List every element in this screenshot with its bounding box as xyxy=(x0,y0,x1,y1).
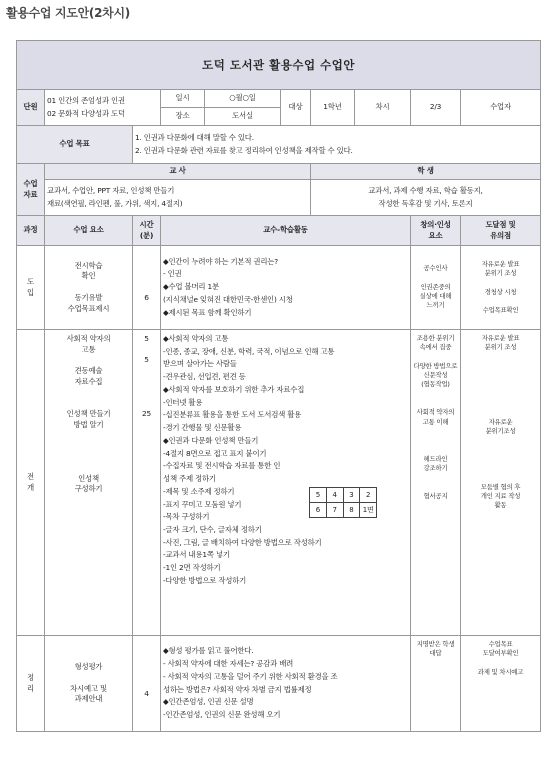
page-cell: 2 xyxy=(360,488,377,503)
target-label: 대상 xyxy=(281,90,311,126)
stage-elements: 사회적 약자의 고통 견동예술 자료수집 인성책 만들기 방법 알기 인성책 구성하기 xyxy=(45,330,133,636)
stage-time: 5 5 25 xyxy=(133,330,161,636)
materials-teacher-header: 교 사 xyxy=(45,164,311,180)
document-heading: 활용수업 지도안(2차시) xyxy=(6,6,130,20)
stage-time: 4 xyxy=(133,636,161,732)
column-activity: 교수-학습활동 xyxy=(161,216,411,246)
lesson-plan-table xyxy=(16,40,541,732)
page-cell: 8 xyxy=(343,503,360,518)
teacher-label: 수업자 xyxy=(461,90,541,126)
session-label: 차시 xyxy=(355,90,411,126)
stage-activities: ◆인간이 누려야 하는 기본적 권리는? - 인권 ◆수업 볼머리 1분 (지식채널e 잊혀진 대한민국-한센인) 시청 ◆제시된 목표 함께 확인하기 xyxy=(161,246,411,330)
page-cell: 3 xyxy=(343,488,360,503)
materials-label: 수업 자료 xyxy=(17,164,45,216)
session-value: 2/3 xyxy=(411,90,461,126)
stage-character: 조용한 분위기 속에서 집중 다양한 방법으로 신문작성 (협동작업) 사회적 약자의 고통 이해 헤드라인 강조하기 협서공지 xyxy=(411,330,461,636)
stage-row-closing xyxy=(17,636,541,732)
column-time: 시간 (분) xyxy=(133,216,161,246)
plan-title: 도덕 도서관 활용수업 수업안 xyxy=(17,41,541,90)
stage-notes: 자유로운 발표 분위기 조성 자유로운 분위기조성 모둠별 협의 후 개인 지료 작성 활동 xyxy=(461,330,541,636)
target-value: 1학년 xyxy=(311,90,355,126)
column-element: 수업 요소 xyxy=(45,216,133,246)
date-label: 일시 xyxy=(161,90,205,108)
goals-text: 1. 인권과 다문화에 대해 말할 수 있다. 2. 인권과 다문화 관련 자료를 찾고 정리하여 인성책을 제작할 수 있다. xyxy=(133,126,541,164)
stage-elements: 형성평가 차시예고 및 과제안내 xyxy=(45,636,133,732)
unit-text: 01 인간의 존엄성과 인권 02 문화적 다양성과 도덕 xyxy=(45,90,161,126)
page-cell: 5 xyxy=(310,488,327,503)
stage-activities: ◆형성 평가를 읽고 풀어한다. - 사회적 약자에 대한 자세는? 공감과 배려 - 사회적 약자의 고통을 덜어 주기 위한 사회적 환경을 조 성하는 방법은? 사회적 약자 차별 금지 법률제정 ◆인간존엄성, 인권 신문 설명 -인간존엄성, 인권의 신문 완성해 오기 xyxy=(161,636,411,732)
stage-name: 도 입 xyxy=(17,246,45,330)
stage-time: 6 xyxy=(133,246,161,330)
date-value: ○월○일 xyxy=(205,90,281,108)
stage-character: 공수인사 인권존중의 실상에 대해 느끼기 xyxy=(411,246,461,330)
unit-label: 단원 xyxy=(17,90,45,126)
materials-teacher-text: 교과서, 수업안, PPT 자료, 인성책 만들기 재료(색연필, 라인펜, 풀, 가위, 색지, 4절지) xyxy=(45,180,311,216)
page-fold-diagram xyxy=(309,487,377,518)
stage-activities: ◆사회적 약자의 고통 -인종, 종교, 장애, 신분, 학력, 국적, 이념으로 인해 고통 받으며 살아가는 사람들 -견우관심, 선입견, 편견 등 ◆사회적 약자를 보호하기 위한 추가 자료수집 -인터넷 활용 -십진분류표 활용을 통한 도서 도서검색 활용 -경기 간행물 및 신문활용 ◆인권과 다문화 인성책 만들기 -4절지 8면으로 접고 표지 붙이기 -수집자료 및 전시학습 자료를 통한 인 성책 주제 정하기 -제목 및 소주제 정하기 -표지 꾸미고 모둠원 넣기 -목차 구성하기 -글자 크기, 단수, 글자체 정하기 -사진, 그림, 글 배치하여 다양한 방법으로 작성하기 -교과서 내용1쪽 넣기 -1인 2면 작성하기 -다양한 방법으로 작성하기 xyxy=(161,330,411,636)
column-stage: 과정 xyxy=(17,216,45,246)
stage-row-intro xyxy=(17,246,541,330)
stage-row-development xyxy=(17,330,541,636)
goals-label: 수업 목표 xyxy=(17,126,133,164)
stage-name: 정 리 xyxy=(17,636,45,732)
page-cell: 4 xyxy=(326,488,343,503)
page-cell: 7 xyxy=(326,503,343,518)
page-cell: 1면 xyxy=(360,503,377,518)
column-character: 창의·인성 요소 xyxy=(411,216,461,246)
stage-character: 지명받은 학생 대답 xyxy=(411,636,461,732)
place-label: 장소 xyxy=(161,108,205,126)
stage-notes: 수업목표 도달여부확인 과제 및 차시예고 xyxy=(461,636,541,732)
stage-elements: 전시학습 확인 동기유발 수업목표제시 xyxy=(45,246,133,330)
column-notes: 도달점 및 유의점 xyxy=(461,216,541,246)
stage-notes: 자유로운 발표 분위기 조성 경청상 시청 수업목표확인 xyxy=(461,246,541,330)
stage-name: 전 개 xyxy=(17,330,45,636)
materials-student-header: 학 생 xyxy=(311,164,541,180)
page-cell: 6 xyxy=(310,503,327,518)
place-value: 도서실 xyxy=(205,108,281,126)
materials-student-text: 교과서, 과제 수행 자료, 학습 활동지, 작성한 독후감 및 기사, 토론지 xyxy=(311,180,541,216)
